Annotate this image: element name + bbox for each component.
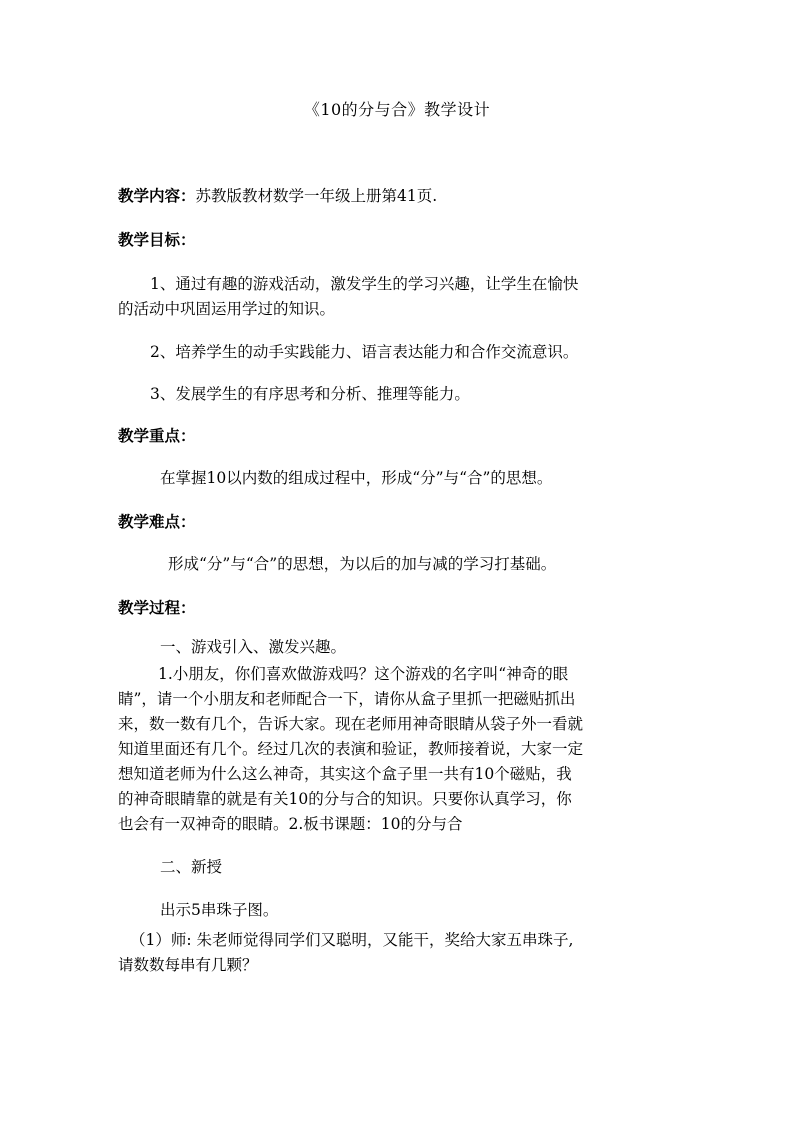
section-2-title: 二、新授 (160, 858, 223, 876)
section-2-question-line-1: （1）师: 朱老师觉得同学们又聪明，又能干，奖给大家五串珠子, (130, 931, 574, 949)
goal-1-line-2: 的活动中巩固运用学过的知识。 (118, 300, 336, 318)
teaching-goals-label: 教学目标： (118, 230, 196, 249)
key-points-text: 在掌握10以内数的组成过程中，形成“分”与“合”的思想。 (160, 469, 553, 487)
process-label: 教学过程： (118, 598, 196, 617)
key-points-label: 教学重点： (118, 426, 196, 445)
goal-1-line-1: 1、通过有趣的游戏活动，激发学生的学习兴趣，让学生在愉快 (150, 275, 579, 293)
section-1-paragraph-line-5: 想知道老师为什么这么神奇，其实这个盒子里一共有10个磁贴，我 (118, 765, 572, 783)
difficulty-label: 教学难点： (118, 512, 196, 531)
document-title: 《10的分与合》教学设计 (303, 100, 491, 119)
section-1-paragraph-line-1: 1.小朋友，你们喜欢做游戏吗？这个游戏的名字叫“神奇的眼 (158, 665, 569, 683)
section-1-paragraph-line-6: 的神奇眼睛靠的就是有关10的分与合的知识。只要你认真学习，你 (118, 790, 572, 808)
teaching-content-label: 教学内容： (118, 186, 196, 205)
difficulty-text: 形成“分”与“合”的思想，为以后的加与减的学习打基础。 (168, 555, 557, 573)
section-1-paragraph-line-2: 睛”，请一个小朋友和老师配合一下，请你从盒子里抓一把磁贴抓出 (118, 690, 576, 708)
section-1-paragraph-line-7: 也会有一双神奇的眼睛。2.板书课题：10的分与合 (118, 815, 463, 833)
teaching-content-line (118, 184, 678, 208)
goal-2: 2、培养学生的动手实践能力、语言表达能力和合作交流意识。 (150, 343, 579, 361)
section-1-title: 一、游戏引入、激发兴趣。 (160, 638, 347, 656)
section-1-paragraph-line-4: 知道里面还有几个。经过几次的表演和验证，教师接着说，大家一定 (118, 740, 584, 758)
section-2-question-line-2: 请数数每串有几颗？ (118, 956, 258, 974)
goal-3: 3、发展学生的有序思考和分析、推理等能力。 (150, 385, 470, 403)
teaching-content-text: 苏教版教材数学一年级上册第41页. (195, 187, 438, 205)
section-2-show-text: 出示5串珠子图。 (160, 901, 279, 919)
section-1-paragraph-line-3: 来，数一数有几个，告诉大家。现在老师用神奇眼睛从袋子外一看就 (118, 715, 584, 733)
